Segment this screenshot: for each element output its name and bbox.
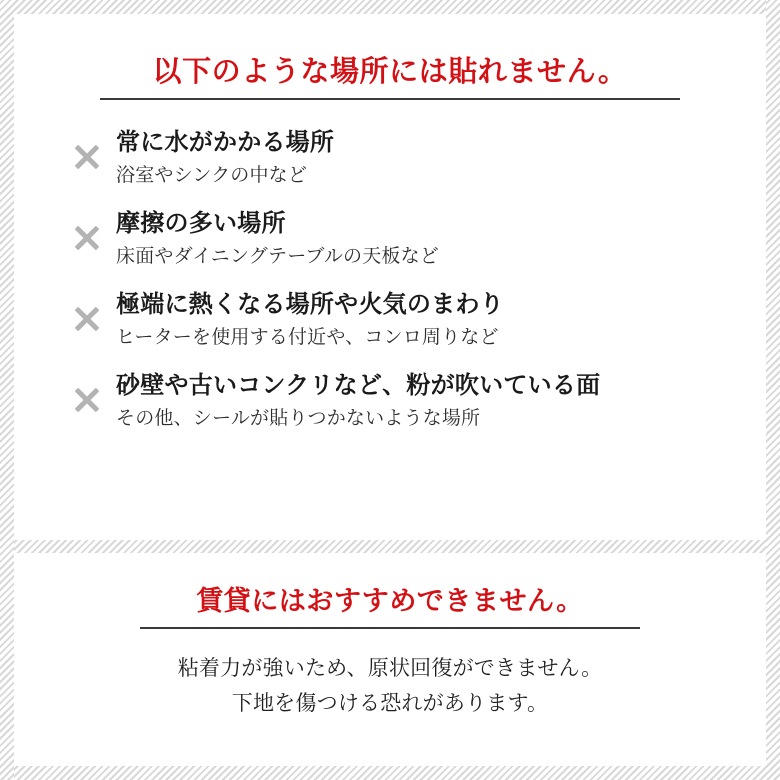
list-item-subtitle: その他、シールが貼りつかないような場所 [116,407,481,430]
hatch-border-right [766,0,780,780]
list-item-subtitle: 浴室やシンクの中など [116,164,308,187]
list-item-text [116,207,766,270]
list-item-title: 常に水がかかる場所 [116,127,335,156]
list-item-subtitle: 床面やダイニングテーブルの天板など [116,245,440,268]
heading-underline-top [100,98,680,100]
heading-underline-bottom [140,627,640,629]
x-mark-icon [70,383,104,417]
hatch-border-top [0,0,780,14]
list-item [70,207,766,270]
list-item [70,288,766,351]
hatch-border-left [0,0,14,780]
list-item [70,126,766,189]
list-item-title: 極端に熱くなる場所や火気のまわり [116,289,504,318]
list-item-text [116,126,766,189]
unsuitable-place-list [14,126,766,432]
note-line-2: 下地を傷つける恐れがあります。 [231,691,549,716]
list-item [70,369,766,432]
x-mark-icon [70,221,104,255]
list-item-title: 砂壁や古いコンクリなど、粉が吹いている面 [116,370,601,399]
note-line-1: 粘着力が強いため、原状回復ができません。 [177,656,603,681]
section-bottom-heading: 賃貸にはおすすめできません。 [196,586,584,617]
list-item-text [116,288,766,351]
list-item-text [116,369,766,432]
list-item-subtitle: ヒーターを使用する付近や、コンロ周りなど [116,326,499,349]
x-mark-icon [70,302,104,336]
section-rental-warning [14,553,766,766]
section-unsuitable-places [14,14,766,540]
list-item-title: 摩擦の多い場所 [116,208,286,237]
rental-warning-note [14,651,766,720]
hatch-border-bottom [0,766,780,780]
hatch-divider-middle [14,540,766,553]
section-top-heading: 以下のような場所には貼れません。 [152,54,628,88]
x-mark-icon [70,140,104,174]
